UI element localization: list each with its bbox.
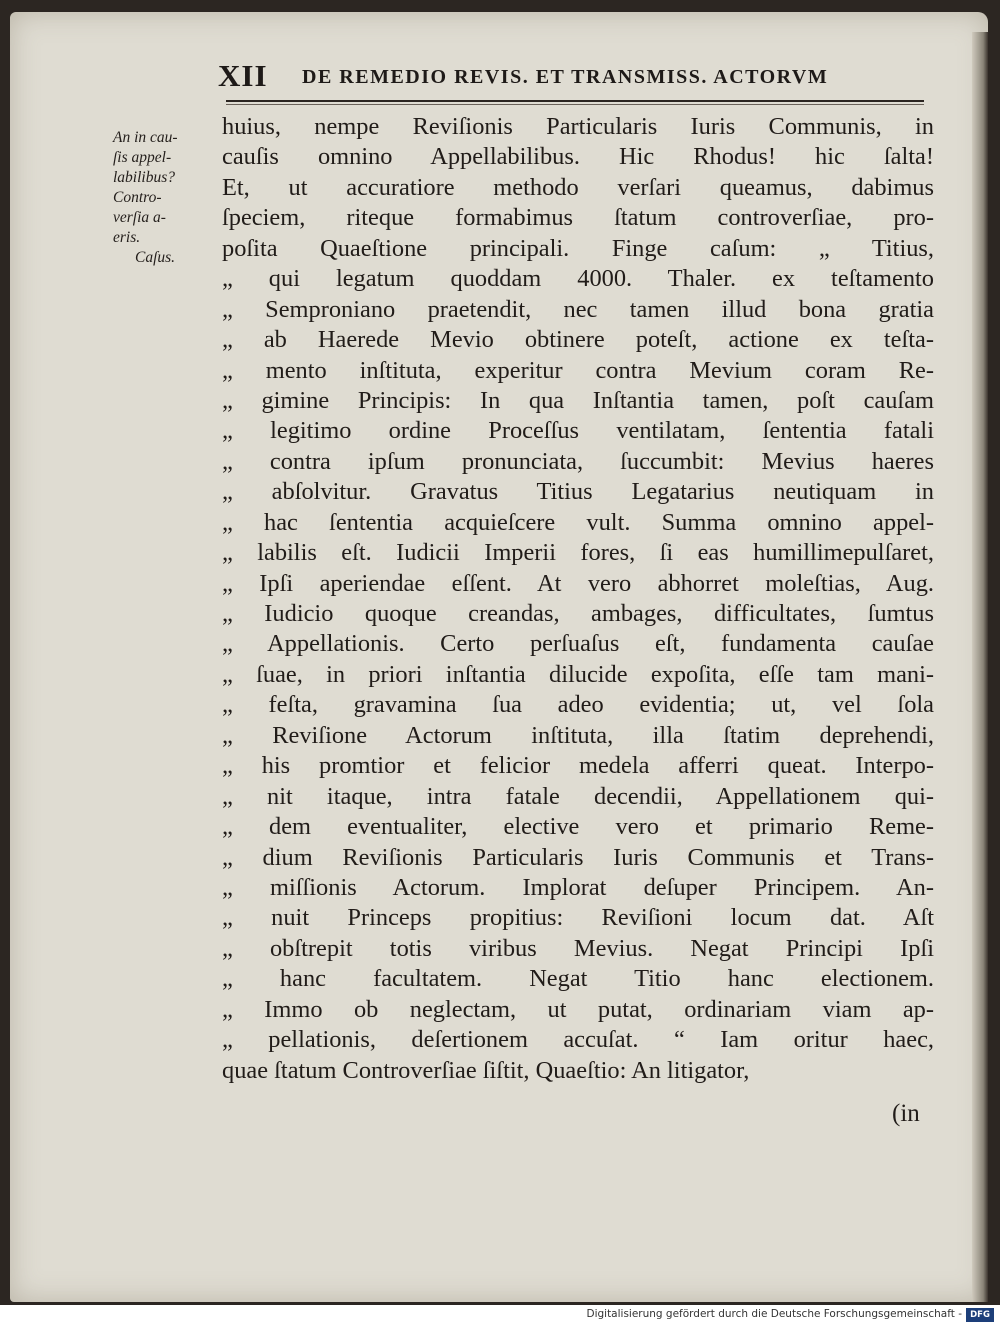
text-line: „ Semproniano praetendit, nec tamen illud bona gratia [222,295,934,323]
text-line: „ ab Haerede Mevio obtinere poteſt, actione ex teſta- [222,326,934,354]
body-text [222,112,934,1086]
text-line: „ qui legatum quoddam 4000. Thaler. ex teſtamento [222,265,934,293]
text-line: „ dem eventualiter, elective vero et primario Reme- [222,813,934,841]
text-line: „ Iudicio quoque creandas, ambages, difficultates, ſumtus [222,600,934,627]
text-line: „ hanc facultatem. Negat Titio hanc electionem. [222,965,934,993]
page-header [218,58,928,98]
text-line: „ pellationis, deſertionem accuſat. “ Iam oritur haec, [222,1026,934,1054]
margin-note-line: labilibus? [113,169,176,186]
header-rule [226,100,924,102]
digitization-credit: Digitalisierung gefördert durch die Deutsche Forschungsgemeinschaft - [586,1308,962,1320]
text-line: „ dium Reviſionis Particularis Iuris Communis et Trans- [222,843,934,871]
text-line: „ ſuae, in priori inſtantia dilucide expoſita, eſſe tam mani- [222,660,934,688]
text-line: „ legitimo ordine Proceſſus ventilatam, ſententia fatali [222,417,934,445]
margin-note-line: eris. [113,229,141,246]
text-line: „ mento inſtituta, experitur contra Mevium coram Re- [222,356,934,384]
text-line: „ feſta, gravamina ſua adeo evidentia; ut, vel ſola [222,691,934,719]
text-line: „ nuit Princeps propitius: Reviſioni locum dat. Aſt [222,904,934,932]
text-line: poſita Quaeſtione principali. Finge caſum: „ Titius, [222,234,934,262]
text-line: „ contra ipſum pronunciata, ſuccumbit: Mevius haeres [222,447,934,475]
header-rule-thin [226,104,924,105]
text-line: „ Ipſi aperiendae eſſent. At vero abhorret moleſtias, Aug. [222,569,934,597]
text-line: „ obſtrepit totis viribus Mevius. Negat Principi Ipſi [222,934,934,962]
page-edge-shadow [972,32,988,1302]
text-line: Et, ut accuratiore methodo verſari queamus, dabimus [222,173,934,201]
text-line: „ his promtior et felicior medela afferri queat. Interpo- [222,752,934,780]
text-line: cauſis omnino Appellabilibus. Hic Rhodus! hic ſalta! [222,143,934,171]
text-line: „ nit itaque, intra fatale decendii, Appellationem qui- [222,782,934,810]
dfg-logo: DFG [966,1308,994,1322]
margin-note-line: ſis appel- [113,149,172,166]
footer [0,1305,1000,1325]
running-title: DE REMEDIO REVIS. ET TRANSMISS. ACTORVM [302,66,829,88]
text-line: huius, nempe Reviſionis Particularis Iuris Communis, in [222,113,934,140]
text-line: „ hac ſententia acquieſcere vult. Summa omnino appel- [222,508,934,536]
text-line: „ gimine Principis: In qua Inſtantia tamen, poſt cauſam [222,386,934,414]
text-line: ſpeciem, riteque formabimus ſtatum controverſiae, pro- [222,204,934,232]
catchword: (in [892,1100,920,1127]
margin-note-line: Contro- [113,189,162,206]
text-line: „ Appellationis. Certo perſuaſus eſt, fundamenta cauſae [222,630,934,658]
text-line: quae ſtatum Controverſiae ſiſtit, Quaeſtio: An litigator, [222,1056,750,1084]
page-number: XII [218,58,268,93]
text-line: „ Immo ob neglectam, ut putat, ordinariam viam ap- [222,995,934,1023]
margin-note [113,128,221,268]
margin-note-line: verſia a- [113,209,166,226]
margin-note-line: An in cau- [113,129,178,146]
text-line: „ abſolvitur. Gravatus Titius Legatarius neutiquam in [222,478,934,506]
text-line: „ miſſionis Actorum. Implorat deſuper Principem. An- [222,873,934,901]
margin-note-line: Caſus. [135,249,176,266]
text-line: „ labilis eſt. Iudicii Imperii fores, ſi eas humillimepulſaret, [222,539,934,567]
text-line: „ Reviſione Actorum inſtituta, illa ſtatim deprehendi, [222,721,934,749]
